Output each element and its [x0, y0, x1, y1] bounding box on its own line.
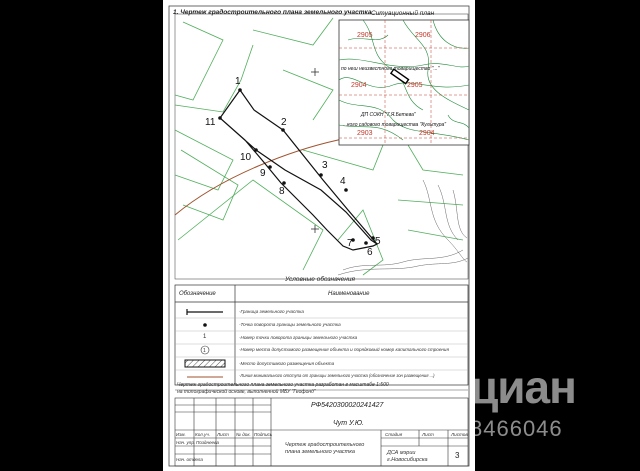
square-label: 2905 [357, 32, 373, 39]
legend-header-symbol: Обозначение [179, 291, 216, 297]
watermark [470, 360, 576, 442]
stamp-row2-left: Нач. отдела [176, 457, 203, 462]
point-label: 9 [260, 168, 266, 179]
stamp-header-count: Кол.уч. [195, 432, 210, 437]
stamp-stage-label: Стадия [385, 432, 403, 437]
legend-item: -Линия минимального отступа от границы земельного участка (обозначение зон размещения ...) [239, 373, 435, 378]
point-label: 6 [367, 247, 373, 258]
watermark-logo: циан [470, 361, 576, 413]
point-label: 8 [279, 186, 285, 197]
scale-note: Чертеж градостроительного плана земельного участка разработан в масштабе 1:500 [177, 382, 389, 388]
point-label: 4 [340, 176, 346, 187]
legend-symbol-number: 1 [203, 334, 207, 340]
stamp-sheet-label: Лист [422, 432, 434, 437]
situational-plan-title: Ситуационный план [371, 10, 435, 17]
legend-item: -Номер точки поворота границы земельного участка [239, 335, 358, 340]
stamp-header-doc: № док. [236, 432, 251, 437]
stamp-row1-name: Позднеева [196, 440, 219, 445]
stamp-caption: Чертеж градостроительного плана земельного участка [285, 442, 365, 456]
stamp-header-sheet: Лист [217, 432, 229, 437]
sheet-title: 1. Чертеж градостроительного плана земельного участка [173, 9, 372, 16]
legend-symbol-circle: 1 [203, 348, 206, 354]
stamp-sheets-label: Листов [451, 432, 468, 437]
stamp-sheet-number: 3 [455, 451, 460, 460]
plan-sheet [163, 0, 475, 471]
stamp-row1-left: Нач. упр. [176, 440, 196, 445]
point-label: 11 [205, 117, 216, 128]
square-label: 2904 [419, 130, 435, 137]
point-label: 1 [235, 76, 241, 87]
signatory: Чут У.Ю. [333, 420, 364, 427]
stamp-header-change: Изм. [176, 432, 186, 437]
stamp-header-signature: Подпись [254, 432, 273, 437]
situational-label-road3: ...кого садового товарищества "Культура" [343, 122, 447, 128]
watermark-phone: 8466046 [470, 416, 563, 441]
document-code: РФ5420300020241427 [311, 402, 384, 409]
square-label: 2903 [357, 130, 373, 137]
point-label: 5 [375, 236, 381, 247]
square-label: 2906 [415, 32, 431, 39]
point-label: 10 [240, 152, 252, 163]
legend-header-name: Наименование [328, 291, 370, 297]
square-label: 2904 [351, 82, 367, 89]
legend-item: -Место допустимого размещения объекта [239, 361, 335, 366]
point-label: 7 [347, 238, 353, 249]
point-label: 2 [281, 117, 287, 128]
square-label: 2905 [407, 82, 423, 89]
situational-label-road1: по неш неизвестного товарищество "..." [341, 66, 440, 72]
legend-item: -Точка поворота границы земельного участка [239, 322, 341, 327]
legend-title: Условные обозначения [285, 276, 355, 283]
legend-item: -Граница земельного участка [239, 309, 304, 314]
situational-label-road2: ДП СОКН "7.Я.Бетева" [361, 112, 416, 118]
stamp-org: ДСА мэрии г.Новосибирска [387, 450, 428, 464]
basis-note: на топографической основе, выполненной МБУ "Геофонд" [177, 389, 316, 395]
legend-item: -Номер места допустимого размещения объекта и порядковый номер капитального строения [239, 347, 449, 352]
point-label: 3 [322, 160, 328, 171]
